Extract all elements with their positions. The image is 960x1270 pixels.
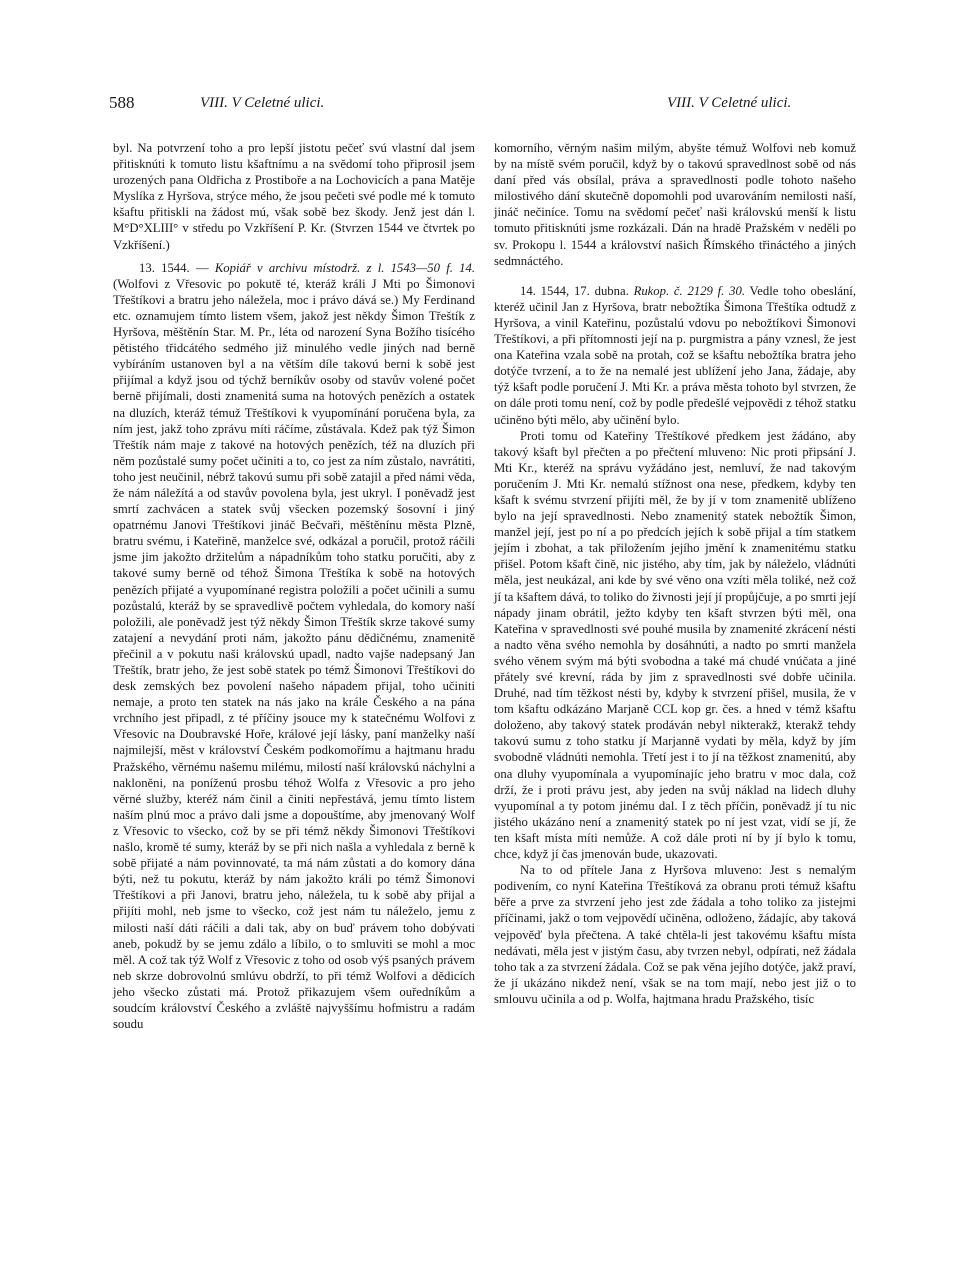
paragraph: Proti tomu od Kateřiny Třeštíkové předkem jest žádáno, aby takový kšaft byl přečten a po přečtení mluveno: Nic proti připsání J. Mti Kr., kteréž na správu vyžádáno jest, nemluví, že nad takovým poručením J. Mti Kr. nemalú stížnost ona nese, předkem, kdyby ten kšaft k svému stvrzení přijíti měl, že by jí v tom znamenitě ublíženo bylo na její spravedlnosti. Nebo znamenitý statek nebožtík Šimon, manžel její, jest po ní a po předcích jejích k sobě přijal a tím statkem jejím i zbohat, a tak přiložením jejího jmění k znamenitému statku přišel. Potom kšaft čině, nic jistého, aby tím, jak by náleželo, vládnúti měla, jest neukázal, ani kde by své věno ona vzíti měla toliké, než což jí ta kšaftem dává, to toliko do živnosti její jí propůjčuje, a po smrti její nápady jinam obrátil, ježto kdyby ten kšaft stvrzen býti měl, ona Kateřina v spravedlnosti své pouhé musila by znamenité zkrácení nésti a nadto věna svého nemohla by dosáhnúti, a nadto po smrti manžela svého věnem svým má býti svobodna a také má chudé vnúčata a jiné přátely své krevní, ráda by jim z spravedlnosti své dobře učinila. Druhé, nad tím těžkost nésti by, kdyby k stvrzení přišel, musila, že v tom kšaftu odkázáno Marjaně CCL kop gr. čes. a hned v témž kšaftu doloženo, aby takový statek prodáván nebyl nikterakž, kterakž tehdy takovú sumu z toho statku jí Marjanně vydati by měla, když by jím svobodně vládnúti nemohla. Třetí jest i to jí na těžkost znamenitú, aby ona dluhy vyupomínala a vyupomínajíc jeho bratru v moc dala, což drží, že i proti právu jest, aby jeden na svůj náklad na lidech dluhy vyupomínal a ty potom jinému dal. I z těch příčin, poněvadž jí tu nic jistého ukázáno není a znamenitý statek po ní jest vzat, vidí se jí, že ten kšaft místa míti nemůže. A což dále proti ní by jí bylo k tomu, chce, když jí čas jmenován bude, ukazovati. <box>494 428 856 862</box>
paragraph: komorního, věrným našim milým, abyšte témuž Wolfovi neb komuž by na místě svém poručil, když by o takovú spravedlnost sobě od nás daní před vás obsílal, práva a spravedlnosti podle tohoto našeho milostivého dání skutečně dopomohli pod uvarováním nemilosti naší, jináč nečiníce. Tomu na svědomí pečeť naši královskú menší k listu tomuto přitisknúti jsme rozkázali. Dán na hradě Pražském v neděli po sv. Prokopu l. 1544 a království našich Římského třináctého a jiných sedmnáctého. <box>494 141 856 268</box>
entry-number: 13. 1544. — <box>139 260 215 275</box>
entry-text: (Wolfovi z Vřesovic po pokutě té, kteráž králi J Mti po Šimonovi Třeštíkovi a bratru jeho náležela, moc i právo dává se.) My Ferdinand etc. oznamujem tímto listem všem, jakož jest někdy Šimon Třeštík z Hyršova, měštěnín Star. M. Pr., léta od narození Syna Božího tisícého pětistého třidcátého sedmého již minulého vedle jiných nad berně vybíráním ustanoven byl a na větším díle takovú berni k sobě jest přijímal a když jsou od týchž berníkův osoby od stavův volené počet berně přijímali, dosti znamenitá suma na hotových penězích a ostatek na dluzích, kteráž témuž Třeštíkovi k vyupomínání poručena byla, za ním jest, jakž toho zprávu míti ráčíme, zůstávala. Kdež pak týž Šimon Třeštík nám maje z takové na hotových penězích, též na dluzích při něm pozůstalé sumy počet učiniti a to, co jest za ním zůstalo, navrátiti, toho jest neučinil, nébrž takovú sumu při sobě zatajil a před námi věda, že nám náležítá a od stavův povolena byla, jest ukryl. I poněvadž jest smrtí zachvácen a statek svůj všecken pozemský šosovní i jiný opatrnému Janovi Třeštíkovi jináč Bečvaři, měštěnínu města Plzně, bratru svému, i Kateřině, manželce své, odkázal a poručil, protož ráčili jsme jim jakožto držitelům a nápadníkům toho statku poručiti, aby z takové sumy berně od téhož Šimona Třeštíka k sobě na hotových penězích přijaté a vyupomínané registra položili a počet učinili a sumu pozůstalú, kteráž by se spravedlivě počtem vyhledala, do komory naší položili, ale poněvadž jest týž někdy Šimon Třeštík skrze takové sumy zatajení a nevydání proti nám, jakožto pánu dědičnému, znamenitě přečinil a v pokutu naši královskú upadl, nadto vajše nadepsaný Jan Třeštík, bratr jeho, že jest sobě statek po témž Šimonovi Třeštíkovi do desk zemských bez povolení našeho nápadem přijal, toho učiniti nemaje, a proto ten statek na nás jako na krále Českého a na pána vrchního jest připadl, z té příčiny jsouce my k statečnému Wolfovi z Vřesovic na Doubravské Hoře, králové její lásky, paní manželky naší najmilejší, měst v království Českém podkomořímu a hajtmanu hradu Pražského, věrnému našemu milému, milostí naší královskú náchylni a nakloněni, na poníženú prosbu téhož Wolfa z Vřesovic a pro jeho věrné služby, kteréž nám činil a činiti nepřestává, jemu tímto listem naším plnú moc a právo dali jsme a dopouštíme, aby jmenovaný Wolf z Vřesovic to všecko, což by se při témž někdy Šimonovi Třeštíkovi našlo, kromě té sumy, kteráž by se při nich našla a vyhledala z berně k sobě přijaté a nám povinnovaté, ta má nám zůstati a do komory dána býti, než tu pokutu, kteráž by nám jakožto králi po témž Šimonovi Třeštíkovi a při Janovi, bratru jeho, náležela, tu k sobě aby přijal a přijíti mohl, neb jsme to všecko, což jest nám tu náleželo, jemu z milosti naší dáti ráčili a dali tak, aby on buď právem toho dobývati aneb, pokudž by se jemu zdálo a líbilo, o to smluviti se mohl a moc měl. A což tak týž Wolf z Vřesovic z toho od osob výš psaných právem neb skrze dobrovolnú smlúvu obdrží, to při témž Wolfovi a dědicích jeho všecko zůstati má. Protož přikazujem všem ouředníkům a soudcím království Českého a zvláště najvyššímu hofmistru a radám soudu <box>113 276 475 1032</box>
entry-source: Kopiář v archivu místodrž. z l. 1543—50 f. 14. <box>214 260 476 275</box>
entry-13 <box>113 260 475 1033</box>
running-head-left: VIII. V Celetné ulici. <box>200 95 325 111</box>
entry-source: Rukop. č. 2129 f. 30. <box>633 283 745 298</box>
page-number: 588 <box>109 93 135 112</box>
running-head-right: VIII. V Celetné ulici. <box>667 95 792 111</box>
running-header <box>0 93 960 117</box>
paragraph: byl. Na potvrzení toho a pro lepší jistotu pečeť svú vlastní dal jsem přitisknúti k tomuto listu kšaftnímu a na svědomí toho připrosil jsem urozených pana Oldřicha z Prostiboře a na Lochovicích a pana Matěje Myslíka z Hyršova, strýce mého, že jsou pečeti své podle mé k tomuto kšaftu přitiskli na žádost mú, však sobě bez škody. Jenž jest dán l. M°D°XLIII° v středu po Vzkříšení P. Kr. (Stvrzen 1544 ve čtvrtek po Vzkříšení.) <box>113 141 475 252</box>
left-column <box>113 140 475 1032</box>
right-column <box>494 140 856 1007</box>
entry-14 <box>494 283 856 428</box>
entry-number: 14. 1544, 17. dubna. <box>520 283 634 298</box>
paragraph: Na to od přítele Jana z Hyršova mluveno: Jest s nemalým podivením, co nyní Kateřina Třeštíková za obranu proti témuž kšaftu běře a prve za stvrzení jeho jest zde žádala a toho toliko za jistejmi příčinami, jakž o tom vejpovědí učiněna, odloženo, žádajíc, aby taková vejpověď byla přečtena. A také chtěla-li jest takovému kšaftu místa nedávati, měla jest v jistým času, aby tvrzen nebyl, odpírati, než žádala toho tak a za stvrzení žádala. Což se pak věna jejího dotýče, jakž praví, že jí ukázáno nikdež není, však se na tom mají, nebo jest již o to smlouvu učinila a od p. Wolfa, hajtmana hradu Pražského, tisíc <box>494 863 856 1006</box>
entry-text: Vedle toho obeslání, kteréž učinil Jan z Hyršova, bratr nebožtíka Šimona Třeštíka odtudž z Hyršova, a vinil Kateřinu, pozůstalú vdovu po nebožtíkovi Šimonovi Třeštíkovi, a při přítomnosti její na p. purgmistra a pány vznesl, že jest ona Kateřina vzala sobě na protah, což se kšaftu nebožtíka bratra jeho dotýče tvrzení, a to že na nemalé jest ublížení jeho Jana, žádaje, aby týž kšaft podle poručení J. Mti Kr. a práva města tohoto byl stvrzen, že on dále proti tomu není, což by podle předešlé vejpovědi z téhož statku učiněno býti mělo, aby učinění bylo. <box>494 283 856 427</box>
